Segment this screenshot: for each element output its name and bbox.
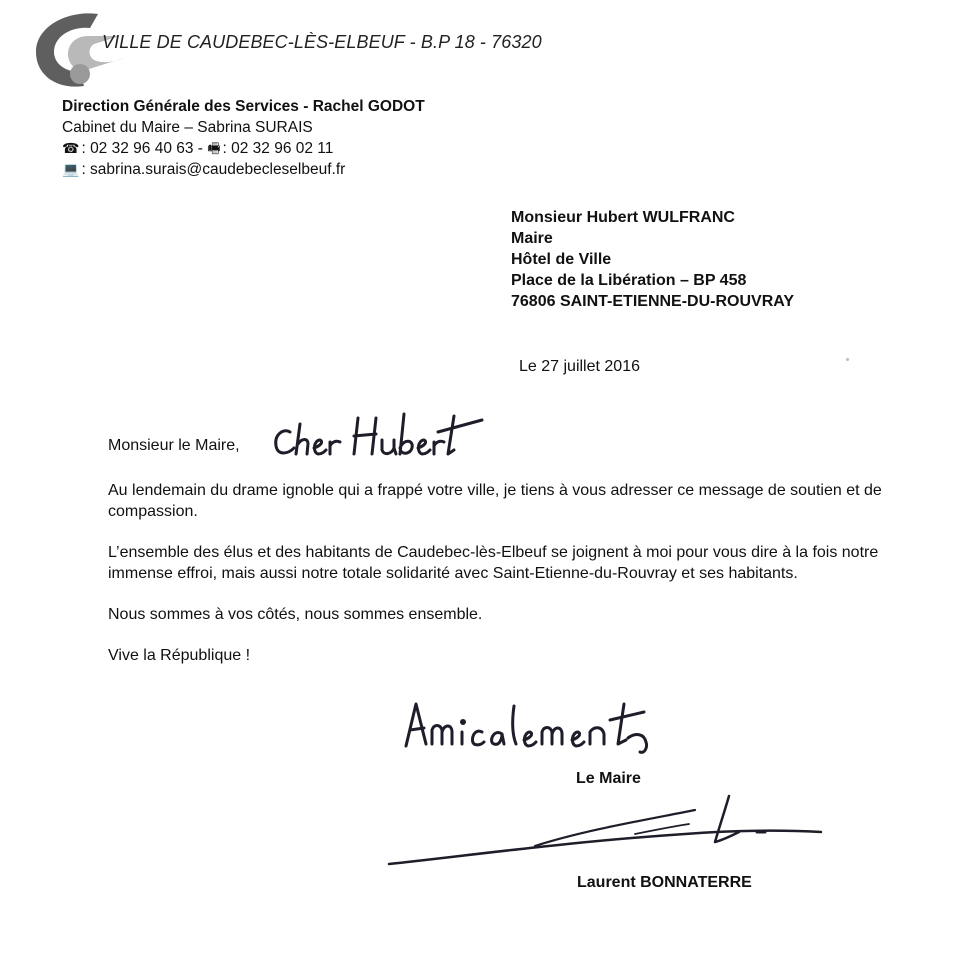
recipient-name: Monsieur Hubert WULFRANC (511, 209, 735, 226)
sender-direction: Direction Générale des Services - Rachel GODOT (62, 98, 425, 115)
signature (385, 790, 825, 870)
fax-icon: 🖷 (207, 140, 221, 156)
scan-speck (846, 358, 849, 361)
recipient-street: Place de la Libération – BP 458 (511, 272, 747, 289)
sender-cabinet: Cabinet du Maire – Sabrina SURAIS (62, 119, 313, 136)
salutation: Monsieur le Maire, (108, 437, 240, 454)
letter-body (108, 480, 908, 686)
recipient-block (511, 207, 794, 312)
body-paragraph-2: L’ensemble des élus et des habitants de Caudebec-lès-Elbeuf se joignent à moi pour vous dire à la fois notre immense effroi, mais aussi notre totale solidarité avec Saint-Etienne-du-Rouvray et ses habitants. (108, 544, 879, 582)
town-header: VILLE DE CAUDEBEC-LÈS-ELBEUF - B.P 18 - 76320 (102, 32, 542, 52)
computer-icon: 💻 (62, 161, 80, 177)
sender-contact-line (62, 138, 425, 159)
handwritten-greeting (268, 404, 488, 460)
logo-dot (70, 64, 90, 84)
sender-phone: : 02 32 96 40 63 (81, 140, 194, 157)
recipient-building: Hôtel de Ville (511, 251, 612, 268)
contact-separator: - (193, 140, 208, 157)
recipient-title: Maire (511, 230, 553, 247)
phone-icon: ☎ (62, 140, 80, 156)
body-paragraph-3: Nous sommes à vos côtés, nous sommes ensemble. (108, 606, 483, 623)
recipient-city: 76806 SAINT-ETIENNE-DU-ROUVRAY (511, 293, 795, 310)
sender-block (62, 96, 425, 180)
sender-fax: : 02 32 96 02 11 (222, 140, 334, 157)
letter-date: Le 27 juillet 2016 (519, 358, 640, 375)
signer-title: Le Maire (576, 770, 641, 787)
signer-name: Laurent BONNATERRE (577, 874, 752, 891)
sender-email: : sabrina.surais@caudebecleselbeuf.fr (81, 161, 346, 178)
sender-email-line (62, 159, 425, 180)
body-paragraph-4: Vive la République ! (108, 647, 251, 664)
handwritten-closing (400, 694, 670, 756)
body-paragraph-1: Au lendemain du drame ignoble qui a frappé votre ville, je tiens à vous adresser ce message de soutien et de compassion. (108, 482, 882, 520)
